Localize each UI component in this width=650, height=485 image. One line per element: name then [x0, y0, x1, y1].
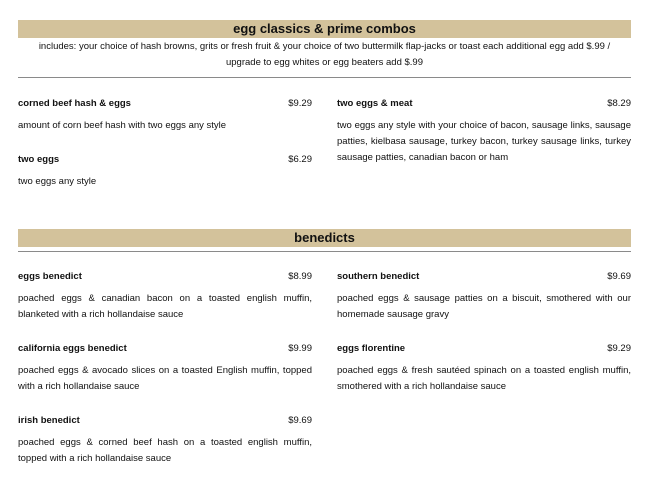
- item-name: irish benedict: [18, 415, 80, 426]
- menu-item: [18, 271, 312, 323]
- item-price: $9.99: [288, 343, 312, 354]
- item-description: two eggs any style with your choice of bacon, sausage links, sausage patties, kielbasa sausage, turkey bacon, turkey sausage links, turkey sausage patties, canadian bacon or ham: [337, 120, 631, 163]
- item-description: poached eggs & sausage patties on a biscuit, smothered with our homemade sausage gravy: [337, 293, 631, 320]
- intro-line: upgrade to egg whites or egg beaters add $.99: [225, 57, 423, 68]
- item-price: $9.69: [607, 271, 631, 282]
- left-column: [18, 271, 312, 467]
- item-price: $8.99: [288, 271, 312, 282]
- section-header: egg classics & prime combos: [18, 20, 631, 38]
- benedicts-section: [18, 229, 631, 467]
- item-name: two eggs: [18, 154, 60, 165]
- menu-item: [18, 154, 312, 190]
- menu-item: [337, 343, 631, 395]
- item-description: poached eggs & fresh sautéed spinach on a toasted english muffin, smothered with a rich hollandaise sauce: [337, 365, 631, 392]
- item-description: poached eggs & avocado slices on a toasted English muffin, topped with a rich hollandaise sauce: [18, 365, 312, 392]
- section-divider: [18, 251, 631, 252]
- menu-item: [337, 271, 631, 323]
- item-name: two eggs & meat: [337, 98, 413, 109]
- item-description: amount of corn beef hash with two eggs any style: [18, 120, 227, 131]
- intro-line: includes: your choice of hash browns, grits or fresh fruit & your choice of two buttermilk flap-jacks or toast each additional egg add $.99 /: [38, 41, 611, 52]
- item-price: $9.29: [607, 343, 631, 354]
- item-name: eggs florentine: [337, 343, 406, 354]
- section-intro: [18, 39, 631, 71]
- left-column: [18, 98, 312, 190]
- item-price: $8.29: [607, 98, 631, 109]
- menu-item: [337, 98, 631, 166]
- section-header: benedicts: [18, 229, 631, 247]
- right-column: [337, 271, 631, 467]
- menu-columns: [18, 271, 631, 467]
- item-description: poached eggs & corned beef hash on a toasted english muffin, topped with a rich hollandaise sauce: [18, 437, 312, 464]
- section-divider: [18, 77, 631, 78]
- menu-item: [18, 343, 312, 395]
- item-description: poached eggs & canadian bacon on a toasted english muffin, blanketed with a rich hollandaise sauce: [18, 293, 312, 320]
- item-price: $6.29: [288, 154, 312, 165]
- menu-columns: [18, 98, 631, 190]
- menu-item: [18, 415, 312, 467]
- egg-classics-section: [18, 20, 631, 190]
- item-name: southern benedict: [337, 271, 420, 282]
- item-name: eggs benedict: [18, 271, 82, 282]
- item-name: california eggs benedict: [18, 343, 127, 354]
- item-price: $9.29: [288, 98, 312, 109]
- menu-item: [18, 98, 312, 134]
- item-description: two eggs any style: [18, 176, 97, 187]
- item-price: $9.69: [288, 415, 312, 426]
- item-name: corned beef hash & eggs: [18, 98, 131, 109]
- right-column: [337, 98, 631, 190]
